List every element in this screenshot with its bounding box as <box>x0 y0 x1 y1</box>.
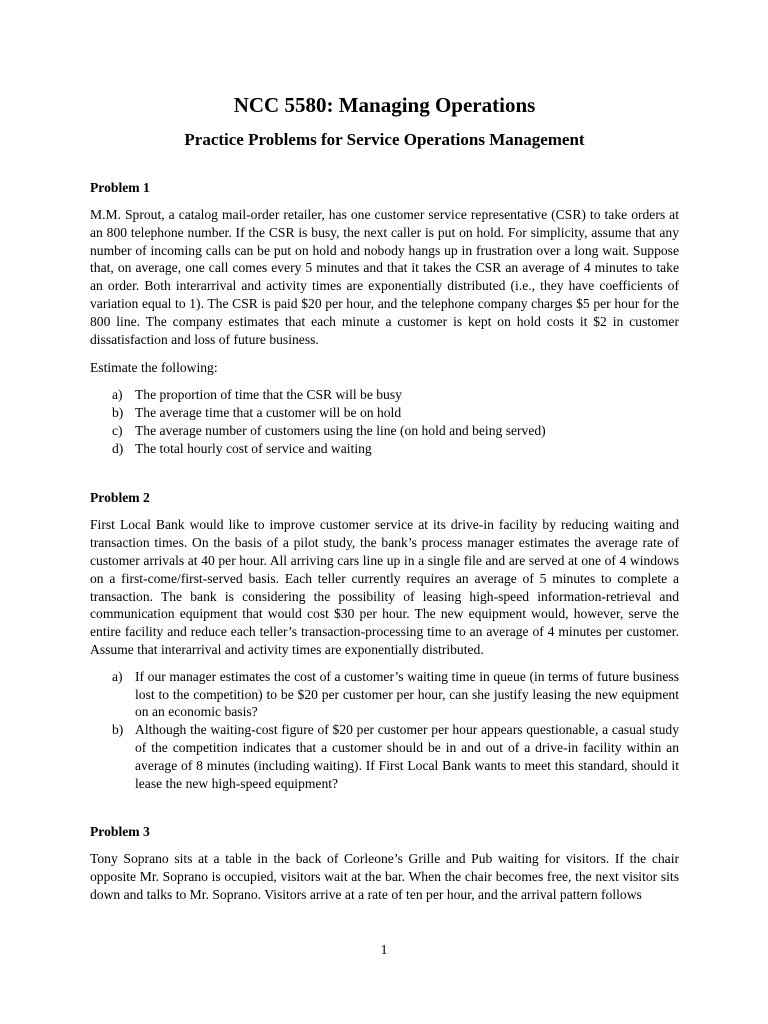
list-item <box>90 404 679 422</box>
list-marker: a) <box>112 668 123 684</box>
list-marker: b) <box>112 722 124 738</box>
problem-3-body: Tony Soprano sits at a table in the back of Corleone’s Grille and Pub waiting for visitors. If the chair opposite Mr. Soprano is occupied, visitors wait at the bar. When the chair becomes free, the next visitor sits down and talks to Mr. Soprano. Visitors arrive at a rate of ten per hour, and the arrival pattern follows <box>90 851 679 902</box>
list-item-text: The average number of customers using the line (on hold and being served) <box>135 422 546 438</box>
problem-1-body: M.M. Sprout, a catalog mail-order retailer, has one customer service representative (CSR) to take orders at an 800 telephone number. If the CSR is busy, the next caller is put on hold. For simplicity, assume that any number of incoming calls can be put on hold and nobody hangs up in frustration over a long wait. Suppose that, on average, one call comes every 5 minutes and that it takes the CSR an average of 4 minutes to take an order. Both interarrival and activity times are exponentially distributed (i.e., they have coefficients of variation equal to 1). The CSR is paid $20 per hour, and the telephone company charges $5 per hour for the 800 line. The company estimates that each minute a customer is kept on hold costs it $2 in customer dissatisfaction and loss of future business. <box>90 207 679 347</box>
list-item <box>90 440 679 458</box>
problem-1-estimate-intro: Estimate the following: <box>90 360 218 376</box>
list-marker: a) <box>112 387 123 403</box>
list-item <box>90 721 679 792</box>
problem-2-body: First Local Bank would like to improve customer service at its drive-in facility by reducing waiting and transaction times. On the basis of a pilot study, the bank’s process manager estimates the average rate of customer arrivals at 40 per hour. All arriving cars line up in a single file and are served at one of 4 windows on a first-come/first-served basis. Each teller currently requires an average of 5 minutes to complete a transaction. The bank is considering the possibility of leasing high-speed information-retrieval and communication equipment that would cost $30 per hour. The new equipment would, however, serve the entire facility and reduce each teller’s transaction-processing time to an average of 4 minutes per customer. Assume that interarrival and activity times are exponentially distributed. <box>90 517 679 657</box>
problem-1-heading: Problem 1 <box>90 180 150 195</box>
list-item <box>90 422 679 440</box>
problem-2-question-list <box>90 668 679 793</box>
list-marker: b) <box>112 404 124 420</box>
page-number: 1 <box>380 942 388 957</box>
list-item <box>90 386 679 404</box>
list-item-text: The total hourly cost of service and waiting <box>135 440 372 456</box>
list-item-text: Although the waiting-cost figure of $20 per customer per hour appears questionable, a casual study of the competition indicates that a customer should be in and out of a drive-in facility within an average of 8 minutes (including waiting). If First Local Bank wants to meet this standard, should it lease the new high-speed equipment? <box>135 722 679 791</box>
list-item-text: The proportion of time that the CSR will be busy <box>135 387 402 403</box>
list-item-text: If our manager estimates the cost of a customer’s waiting time in queue (in terms of future business lost to the competition) to be $20 per customer per hour, can she justify leasing the new equipment on an economic basis? <box>135 668 679 720</box>
problem-1-question-list <box>90 386 679 457</box>
list-marker: d) <box>112 440 124 456</box>
document-subtitle: Practice Problems for Service Operations Management <box>184 130 585 149</box>
problem-2-heading: Problem 2 <box>90 490 150 506</box>
list-marker: c) <box>112 422 123 438</box>
document-title: NCC 5580: Managing Operations <box>233 93 536 117</box>
problem-3-heading: Problem 3 <box>90 824 150 840</box>
list-item-text: The average time that a customer will be on hold <box>135 404 402 420</box>
list-item <box>90 668 679 721</box>
